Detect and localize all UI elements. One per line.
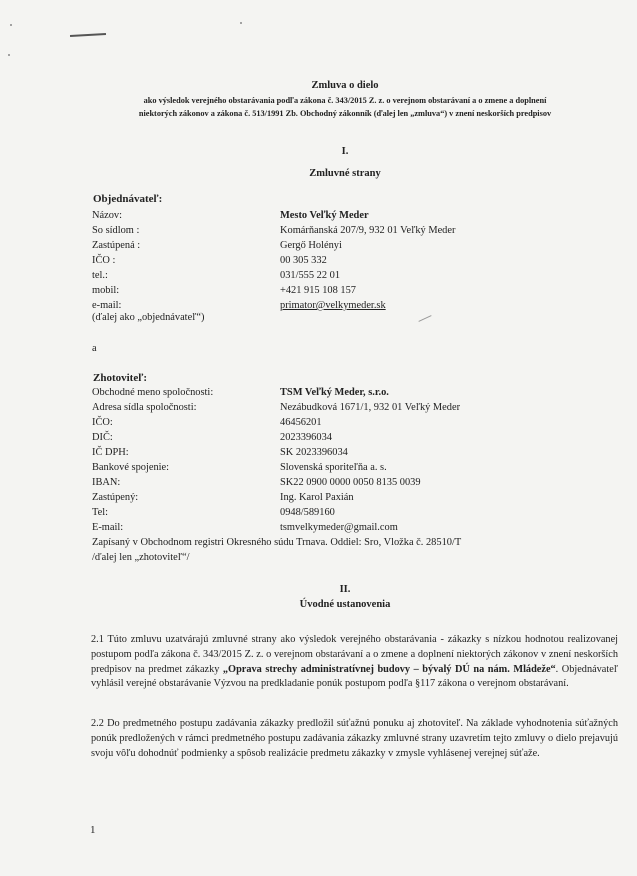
detail-value: 031/555 22 01 xyxy=(280,270,341,281)
scan-dot xyxy=(240,22,242,24)
paragraph-2-1 xyxy=(91,633,618,692)
detail-value: Nezábudková 1671/1, 932 01 Veľký Meder xyxy=(280,402,461,413)
detail-label: Bankové spojenie: xyxy=(92,462,170,473)
conjunction: a xyxy=(92,343,97,354)
paragraph-2-2: 2.2 Do predmetného postupu zadávania zákazky predložil súťažnú ponuku aj zhotoviteľ. Na základe vyhodnotenia súťažných ponúk predložených v rámci predmetného postupu zadávania zákazky zmluvné strany uzavretím tejto zmluvy o dielo prejavujú svoju vôľu dohodnúť podmienky a spôsob realizácie predmetu zákazky v zmysle vyhlásenej verejnej súťaže. xyxy=(91,718,618,759)
party-note: (ďalej ako „objednávateľ“) xyxy=(92,312,205,323)
detail-value: Gergő Holényi xyxy=(280,240,342,251)
email-link[interactable]: primator@velkymeder.sk xyxy=(280,300,386,311)
document-title: Zmluva o dielo xyxy=(311,80,379,91)
party-heading-objednavatel: Objednávateľ: xyxy=(93,193,163,205)
pen-mark xyxy=(418,315,431,322)
detail-value: TSM Veľký Meder, s.r.o. xyxy=(280,387,389,398)
detail-label: Názov: xyxy=(92,210,123,221)
detail-label: Adresa sídla spoločnosti: xyxy=(92,402,197,413)
section-number: II. xyxy=(339,584,351,595)
detail-value: 2023396034 xyxy=(280,432,332,443)
detail-label: Zastúpený: xyxy=(92,492,139,503)
paragraph-text: 2.1 Túto zmluvu uzatvárajú zmluvné strany ako výsledok verejného obstarávania - zákazky s nízkou hodnotou realizovanej postupom podľa zákona č. 343/2015 Z. z. o verejnom obstarávaní a o zmene a doplnení niektorých zákonov v znení neskorších predpisov na predmet zákazky xyxy=(91,634,618,675)
detail-label: So sídlom : xyxy=(92,225,140,236)
detail-label: Obchodné meno spoločnosti: xyxy=(92,387,214,398)
detail-value: 00 305 332 xyxy=(280,255,327,266)
subtitle-line: ako výsledok verejného obstarávania podľa zákona č. 343/2015 Z. z. o verejnom obstarávaní a o zmene a doplnení xyxy=(143,96,547,105)
detail-value: 0948/589160 xyxy=(280,507,335,518)
detail-value: SK22 0900 0000 0050 8135 0039 xyxy=(280,477,421,488)
section-title: Zmluvné strany xyxy=(309,168,381,179)
detail-value: Mesto Veľký Meder xyxy=(280,210,369,221)
detail-label: IČO: xyxy=(92,417,113,428)
section-title: Úvodné ustanovenia xyxy=(299,599,391,610)
detail-value: 46456201 xyxy=(280,417,322,428)
detail-label: IBAN: xyxy=(92,477,121,488)
detail-label: DIČ: xyxy=(92,432,113,443)
detail-value: Komárňanská 207/9, 932 01 Veľký Meder xyxy=(280,225,456,236)
document-subtitle xyxy=(60,94,630,120)
party-heading-zhotovitel: Zhotoviteľ: xyxy=(93,372,148,384)
paragraph-text: . Objednávateľ vyhlásil verejné obstarávanie Výzvou na predkladanie ponúk postupom podľa §117 zákona o verejnom obstarávaní. xyxy=(91,663,618,690)
page-number: 1 xyxy=(90,824,96,836)
paragraph-bold-text: „Oprava strechy administratívnej budovy – bývalý DÚ na nám. Mládeže“ xyxy=(222,663,556,675)
detail-value: tsmvelkymeder@gmail.com xyxy=(280,522,398,533)
detail-label: Tel: xyxy=(92,507,109,518)
detail-label: tel.: xyxy=(92,270,108,281)
scan-dot xyxy=(8,54,10,56)
scan-mark xyxy=(70,33,106,37)
register-note: Zapísaný v Obchodnom registri Okresného súdu Trnava. Oddiel: Sro, Vložka č. 28510/T xyxy=(92,537,462,548)
party-note: /ďalej len „zhotoviteľ“/ xyxy=(92,552,190,563)
detail-value: +421 915 108 157 xyxy=(280,285,356,296)
scan-dot xyxy=(10,24,12,26)
detail-value: SK 2023396034 xyxy=(280,447,348,458)
detail-value: Slovenská sporiteľňa a. s. xyxy=(280,462,387,473)
detail-label: IČ DPH: xyxy=(92,447,129,458)
section-number: I. xyxy=(341,146,349,157)
detail-label: IČO : xyxy=(92,255,116,266)
detail-label: e-mail: xyxy=(92,300,122,311)
detail-value: Ing. Karol Paxián xyxy=(280,492,354,503)
detail-label: mobil: xyxy=(92,285,120,296)
subtitle-line: niektorých zákonov a zákona č. 513/1991 Zb. Obchodný zákonník (ďalej len „zmluva“) v znení neskorších predpisov xyxy=(138,109,552,118)
detail-label: Zastúpená : xyxy=(92,240,141,251)
detail-label: E-mail: xyxy=(92,522,124,533)
